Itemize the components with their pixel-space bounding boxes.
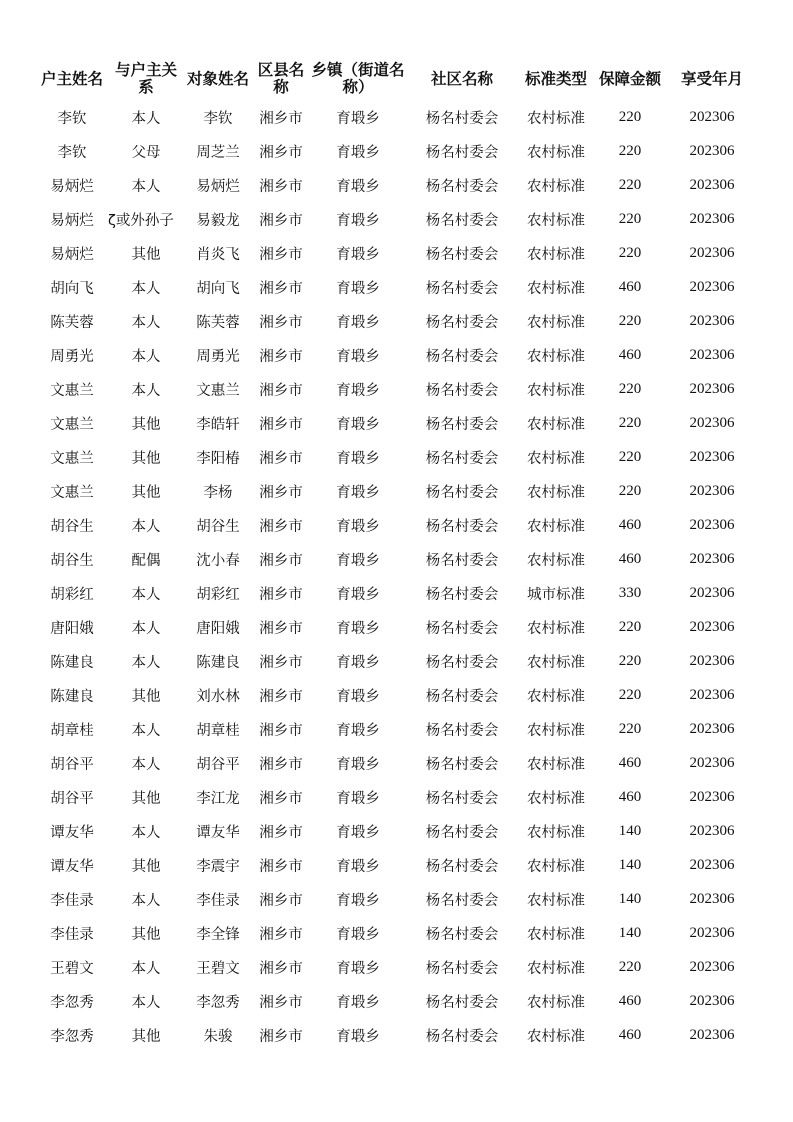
relation-cell: 本人 (131, 654, 161, 671)
community-cell: 杨名村委会 (425, 178, 499, 195)
community-cell: 杨名村委会 (425, 892, 499, 909)
county-cell: 湘乡市 (259, 178, 303, 195)
recipient-cell: 刘水林 (196, 688, 240, 705)
table-row (36, 814, 758, 848)
period-cell: 202306 (689, 312, 735, 329)
amount-cell: 460 (618, 550, 642, 567)
county-cell: 湘乡市 (259, 110, 303, 127)
relation-cell: 本人 (131, 110, 161, 127)
township-cell: 育塅乡 (336, 858, 380, 875)
county-cell: 湘乡市 (259, 790, 303, 807)
householder-cell: 胡谷生 (50, 518, 94, 535)
township-cell: 育塅乡 (336, 960, 380, 977)
amount-cell: 460 (618, 346, 642, 363)
community-cell: 杨名村委会 (425, 586, 499, 603)
standard-type-cell: 农村标准 (527, 314, 585, 331)
standard-type-cell: 农村标准 (527, 756, 585, 773)
standard-type-cell: 农村标准 (527, 824, 585, 841)
county-cell: 湘乡市 (259, 518, 303, 535)
standard-type-cell: 农村标准 (527, 144, 585, 161)
table-row (36, 236, 758, 270)
relation-cell: 本人 (131, 348, 161, 365)
relation-cell: 其他 (131, 416, 161, 433)
county-cell: 湘乡市 (259, 620, 303, 637)
amount-cell: 460 (618, 516, 642, 533)
recipient-cell: 周勇光 (196, 348, 240, 365)
county-cell: 湘乡市 (259, 688, 303, 705)
amount-cell: 220 (618, 482, 642, 499)
relation-cell: 其他 (131, 484, 161, 501)
county-cell: 湘乡市 (259, 858, 303, 875)
recipient-cell: 王碧文 (196, 960, 240, 977)
township-cell: 育塅乡 (336, 314, 380, 331)
community-cell: 杨名村委会 (425, 552, 499, 569)
community-cell: 杨名村委会 (425, 144, 499, 161)
recipient-cell: 李钦 (203, 110, 233, 127)
relation-cell: 其他 (131, 246, 161, 263)
community-cell: 杨名村委会 (425, 110, 499, 127)
relation-cell: 其他 (131, 790, 161, 807)
standard-type-cell: 农村标准 (527, 858, 585, 875)
relation-cell-text: ζ或外孙子 (108, 212, 174, 229)
period-cell: 202306 (689, 788, 735, 805)
table-row (36, 848, 758, 882)
recipient-cell: 易炳烂 (196, 178, 240, 195)
table-row (36, 610, 758, 644)
householder-cell: 王碧文 (50, 960, 94, 977)
township-cell: 育塅乡 (336, 722, 380, 739)
householder-cell: 胡谷平 (50, 790, 94, 807)
standard-type-cell: 农村标准 (527, 722, 585, 739)
community-cell: 杨名村委会 (425, 314, 499, 331)
header-standard-type: 标准类型 (524, 69, 587, 88)
community-cell: 杨名村委会 (425, 348, 499, 365)
township-cell: 育塅乡 (336, 892, 380, 909)
relation-cell: 本人 (131, 620, 161, 637)
table-row (36, 372, 758, 406)
period-cell: 202306 (689, 176, 735, 193)
table-row (36, 508, 758, 542)
header-amount: 保障金额 (598, 69, 661, 88)
householder-cell: 李佳录 (50, 892, 94, 909)
standard-type-cell: 农村标准 (527, 1028, 585, 1045)
community-cell: 杨名村委会 (425, 280, 499, 297)
community-cell: 杨名村委会 (425, 246, 499, 263)
standard-type-cell: 农村标准 (527, 790, 585, 807)
householder-cell: 胡向飞 (50, 280, 94, 297)
amount-cell: 220 (618, 448, 642, 465)
period-cell: 202306 (689, 142, 735, 159)
householder-cell: 胡章桂 (50, 722, 94, 739)
relation-cell: 其他 (131, 450, 161, 467)
community-cell: 杨名村委会 (425, 824, 499, 841)
table-row (36, 1018, 758, 1052)
standard-type-cell: 农村标准 (527, 926, 585, 943)
amount-cell: 140 (618, 890, 642, 907)
standard-type-cell: 农村标准 (527, 552, 585, 569)
period-cell: 202306 (689, 822, 735, 839)
householder-cell: 胡谷平 (50, 756, 94, 773)
recipient-cell: 李忽秀 (196, 994, 240, 1011)
relation-cell: 本人 (131, 314, 161, 331)
recipient-cell: 李阳椿 (196, 450, 240, 467)
period-cell: 202306 (689, 652, 735, 669)
amount-cell: 220 (618, 210, 642, 227)
amount-cell: 220 (618, 142, 642, 159)
table-row (36, 406, 758, 440)
township-cell: 育塅乡 (336, 144, 380, 161)
householder-cell: 唐阳娥 (50, 620, 94, 637)
period-cell: 202306 (689, 516, 735, 533)
standard-type-cell: 农村标准 (527, 688, 585, 705)
standard-type-cell: 城市标准 (527, 586, 585, 603)
amount-cell: 220 (618, 380, 642, 397)
standard-type-cell: 农村标准 (527, 382, 585, 399)
township-cell: 育塅乡 (336, 688, 380, 705)
householder-cell: 胡谷生 (50, 552, 94, 569)
standard-type-cell: 农村标准 (527, 212, 585, 229)
standard-type-cell: 农村标准 (527, 110, 585, 127)
period-cell: 202306 (689, 958, 735, 975)
period-cell: 202306 (689, 482, 735, 499)
recipient-cell: 胡谷平 (196, 756, 240, 773)
householder-cell: 李钦 (57, 144, 87, 161)
period-cell: 202306 (689, 414, 735, 431)
recipient-cell: 陈建良 (196, 654, 240, 671)
period-cell: 202306 (689, 584, 735, 601)
township-cell: 育塅乡 (336, 586, 380, 603)
relation-cell: 本人 (131, 994, 161, 1011)
header-county: 区县名称 (257, 61, 305, 96)
community-cell: 杨名村委会 (425, 722, 499, 739)
standard-type-cell: 农村标准 (527, 416, 585, 433)
community-cell: 杨名村委会 (425, 688, 499, 705)
township-cell: 育塅乡 (336, 620, 380, 637)
householder-cell: 李钦 (57, 110, 87, 127)
county-cell: 湘乡市 (259, 552, 303, 569)
householder-cell: 易炳烂 (50, 178, 94, 195)
period-cell: 202306 (689, 380, 735, 397)
table-row (36, 134, 758, 168)
recipient-cell: 沈小春 (196, 552, 240, 569)
period-cell: 202306 (689, 992, 735, 1009)
amount-cell: 330 (618, 584, 642, 601)
amount-cell: 460 (618, 754, 642, 771)
standard-type-cell: 农村标准 (527, 518, 585, 535)
amount-cell: 220 (618, 108, 642, 125)
householder-cell: 易炳烂 (50, 212, 94, 229)
township-cell: 育塅乡 (336, 246, 380, 263)
township-cell: 育塅乡 (336, 756, 380, 773)
recipient-cell: 李全锋 (196, 926, 240, 943)
householder-cell: 易炳烂 (50, 246, 94, 263)
township-cell: 育塅乡 (336, 110, 380, 127)
table-row (36, 678, 758, 712)
county-cell: 湘乡市 (259, 416, 303, 433)
householder-cell: 陈芙蓉 (50, 314, 94, 331)
community-cell: 杨名村委会 (425, 212, 499, 229)
amount-cell: 140 (618, 856, 642, 873)
community-cell: 杨名村委会 (425, 484, 499, 501)
county-cell: 湘乡市 (259, 892, 303, 909)
county-cell: 湘乡市 (259, 484, 303, 501)
standard-type-cell: 农村标准 (527, 178, 585, 195)
standard-type-cell: 农村标准 (527, 450, 585, 467)
community-cell: 杨名村委会 (425, 518, 499, 535)
amount-cell: 460 (618, 788, 642, 805)
amount-cell: 140 (618, 924, 642, 941)
township-cell: 育塅乡 (336, 994, 380, 1011)
table-row (36, 474, 758, 508)
recipient-cell: 胡章桂 (196, 722, 240, 739)
county-cell: 湘乡市 (259, 348, 303, 365)
community-cell: 杨名村委会 (425, 756, 499, 773)
standard-type-cell: 农村标准 (527, 280, 585, 297)
township-cell: 育塅乡 (336, 416, 380, 433)
period-cell: 202306 (689, 550, 735, 567)
amount-cell: 220 (618, 414, 642, 431)
recipient-cell: 文惠兰 (196, 382, 240, 399)
header-community: 社区名称 (430, 69, 493, 88)
header-township: 乡镇（街道名称） (311, 61, 405, 96)
period-cell: 202306 (689, 856, 735, 873)
table-row (36, 916, 758, 950)
table-row (36, 576, 758, 610)
township-cell: 育塅乡 (336, 178, 380, 195)
standard-type-cell: 农村标准 (527, 994, 585, 1011)
period-cell: 202306 (689, 278, 735, 295)
county-cell: 湘乡市 (259, 212, 303, 229)
amount-cell: 220 (618, 958, 642, 975)
county-cell: 湘乡市 (259, 722, 303, 739)
period-cell: 202306 (689, 924, 735, 941)
header-period: 享受年月 (680, 69, 743, 88)
township-cell: 育塅乡 (336, 280, 380, 297)
table-row (36, 712, 758, 746)
community-cell: 杨名村委会 (425, 620, 499, 637)
assistance-table (36, 58, 758, 1052)
recipient-cell: 李佳录 (196, 892, 240, 909)
recipient-cell: 胡彩红 (196, 586, 240, 603)
relation-cell (108, 202, 184, 236)
householder-cell: 陈建良 (50, 654, 94, 671)
householder-cell: 文惠兰 (50, 484, 94, 501)
recipient-cell: 李江龙 (196, 790, 240, 807)
householder-cell: 谭友华 (50, 824, 94, 841)
recipient-cell: 李震宇 (196, 858, 240, 875)
township-cell: 育塅乡 (336, 348, 380, 365)
township-cell: 育塅乡 (336, 552, 380, 569)
county-cell: 湘乡市 (259, 450, 303, 467)
amount-cell: 220 (618, 618, 642, 635)
table-row (36, 882, 758, 916)
householder-cell: 李忽秀 (50, 1028, 94, 1045)
amount-cell: 220 (618, 312, 642, 329)
period-cell: 202306 (689, 210, 735, 227)
standard-type-cell: 农村标准 (527, 348, 585, 365)
amount-cell: 220 (618, 176, 642, 193)
community-cell: 杨名村委会 (425, 1028, 499, 1045)
header-householder: 户主姓名 (40, 69, 103, 88)
relation-cell: 配偶 (131, 552, 161, 569)
relation-cell: 本人 (131, 892, 161, 909)
township-cell: 育塅乡 (336, 824, 380, 841)
community-cell: 杨名村委会 (425, 926, 499, 943)
period-cell: 202306 (689, 448, 735, 465)
table-row (36, 746, 758, 780)
householder-cell: 文惠兰 (50, 450, 94, 467)
amount-cell: 220 (618, 244, 642, 261)
relation-cell: 本人 (131, 178, 161, 195)
householder-cell: 文惠兰 (50, 382, 94, 399)
community-cell: 杨名村委会 (425, 960, 499, 977)
standard-type-cell: 农村标准 (527, 246, 585, 263)
relation-cell: 本人 (131, 382, 161, 399)
county-cell: 湘乡市 (259, 654, 303, 671)
township-cell: 育塅乡 (336, 790, 380, 807)
period-cell: 202306 (689, 244, 735, 261)
period-cell: 202306 (689, 618, 735, 635)
recipient-cell: 胡谷生 (196, 518, 240, 535)
relation-cell: 其他 (131, 688, 161, 705)
recipient-cell: 周芝兰 (196, 144, 240, 161)
table-row (36, 304, 758, 338)
amount-cell: 140 (618, 822, 642, 839)
community-cell: 杨名村委会 (425, 654, 499, 671)
householder-cell: 周勇光 (50, 348, 94, 365)
table-row (36, 984, 758, 1018)
relation-cell: 其他 (131, 1028, 161, 1045)
community-cell: 杨名村委会 (425, 994, 499, 1011)
recipient-cell: 唐阳娥 (196, 620, 240, 637)
relation-cell: 其他 (131, 858, 161, 875)
amount-cell: 220 (618, 686, 642, 703)
householder-cell: 胡彩红 (50, 586, 94, 603)
recipient-cell: 胡向飞 (196, 280, 240, 297)
standard-type-cell: 农村标准 (527, 654, 585, 671)
county-cell: 湘乡市 (259, 756, 303, 773)
householder-cell: 陈建良 (50, 688, 94, 705)
county-cell: 湘乡市 (259, 246, 303, 263)
recipient-cell: 李皓轩 (196, 416, 240, 433)
township-cell: 育塅乡 (336, 1028, 380, 1045)
township-cell: 育塅乡 (336, 926, 380, 943)
period-cell: 202306 (689, 720, 735, 737)
amount-cell: 460 (618, 1026, 642, 1043)
amount-cell: 460 (618, 992, 642, 1009)
recipient-cell: 易毅龙 (196, 212, 240, 229)
township-cell: 育塅乡 (336, 450, 380, 467)
relation-cell: 本人 (131, 824, 161, 841)
householder-cell: 谭友华 (50, 858, 94, 875)
county-cell: 湘乡市 (259, 382, 303, 399)
county-cell: 湘乡市 (259, 144, 303, 161)
standard-type-cell: 农村标准 (527, 960, 585, 977)
community-cell: 杨名村委会 (425, 790, 499, 807)
amount-cell: 220 (618, 720, 642, 737)
header-recipient: 对象姓名 (186, 69, 249, 88)
householder-cell: 文惠兰 (50, 416, 94, 433)
relation-cell: 本人 (131, 518, 161, 535)
relation-cell: 其他 (131, 926, 161, 943)
header-relation: 与户主关系 (114, 61, 177, 96)
county-cell: 湘乡市 (259, 960, 303, 977)
community-cell: 杨名村委会 (425, 382, 499, 399)
period-cell: 202306 (689, 890, 735, 907)
table-row (36, 338, 758, 372)
county-cell: 湘乡市 (259, 824, 303, 841)
county-cell: 湘乡市 (259, 926, 303, 943)
county-cell: 湘乡市 (259, 314, 303, 331)
township-cell: 育塅乡 (336, 484, 380, 501)
table-row (36, 168, 758, 202)
table-row (36, 100, 758, 134)
relation-cell: 本人 (131, 586, 161, 603)
table-row (36, 440, 758, 474)
relation-cell: 本人 (131, 722, 161, 739)
community-cell: 杨名村委会 (425, 450, 499, 467)
standard-type-cell: 农村标准 (527, 892, 585, 909)
period-cell: 202306 (689, 346, 735, 363)
township-cell: 育塅乡 (336, 382, 380, 399)
period-cell: 202306 (689, 754, 735, 771)
householder-cell: 李佳录 (50, 926, 94, 943)
recipient-cell: 肖炎飞 (196, 246, 240, 263)
period-cell: 202306 (689, 686, 735, 703)
recipient-cell: 朱骏 (203, 1028, 233, 1045)
recipient-cell: 李杨 (203, 484, 233, 501)
county-cell: 湘乡市 (259, 280, 303, 297)
relation-cell: 本人 (131, 756, 161, 773)
amount-cell: 460 (618, 278, 642, 295)
county-cell: 湘乡市 (259, 1028, 303, 1045)
period-cell: 202306 (689, 1026, 735, 1043)
recipient-cell: 谭友华 (196, 824, 240, 841)
table-row (36, 542, 758, 576)
table-row (36, 202, 758, 236)
county-cell: 湘乡市 (259, 586, 303, 603)
township-cell: 育塅乡 (336, 518, 380, 535)
householder-cell: 李忽秀 (50, 994, 94, 1011)
table-row (36, 270, 758, 304)
community-cell: 杨名村委会 (425, 858, 499, 875)
relation-cell: 本人 (131, 280, 161, 297)
table-row (36, 950, 758, 984)
county-cell: 湘乡市 (259, 994, 303, 1011)
community-cell: 杨名村委会 (425, 416, 499, 433)
standard-type-cell: 农村标准 (527, 620, 585, 637)
township-cell: 育塅乡 (336, 654, 380, 671)
relation-cell: 父母 (131, 144, 161, 161)
township-cell: 育塅乡 (336, 212, 380, 229)
table-row (36, 780, 758, 814)
header-row (36, 58, 758, 100)
amount-cell: 220 (618, 652, 642, 669)
recipient-cell: 陈芙蓉 (196, 314, 240, 331)
relation-cell: 本人 (131, 960, 161, 977)
period-cell: 202306 (689, 108, 735, 125)
table-row (36, 644, 758, 678)
standard-type-cell: 农村标准 (527, 484, 585, 501)
table-body (36, 100, 758, 1052)
